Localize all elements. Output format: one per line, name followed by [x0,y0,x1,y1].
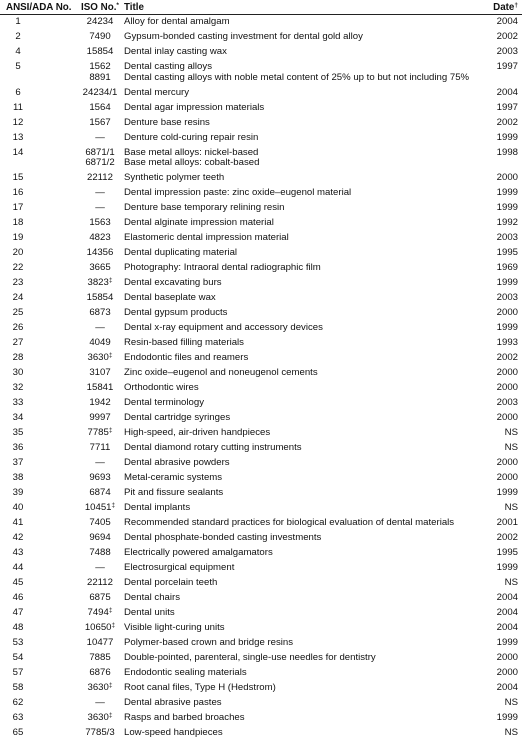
iso-footnote-mark: ‡ [108,682,113,689]
standard-date: 1997 [496,101,518,113]
standard-date: 2004 [496,86,518,98]
ansi-ada-number: 15 [12,172,24,183]
iso-number: 4049 [89,337,111,348]
iso-number: 3630‡ [87,352,113,363]
standard-title: Photography: Intraoral dental radiographic film [124,263,321,273]
ansi-ada-number: 14 [12,146,24,158]
iso-number: 3630‡ [87,682,113,693]
iso-number: — [95,187,105,198]
ansi-ada-number: 19 [12,232,24,243]
ansi-ada-number: 65 [12,727,24,738]
ansi-ada-number: 13 [12,131,24,143]
ansi-ada-number: 16 [12,187,24,198]
standard-date: 2001 [496,517,518,528]
standard-title: Resin-based filling materials [124,338,244,348]
standard-date: 2000 [496,457,518,468]
standard-date: 1992 [496,217,518,228]
table-row [0,293,522,304]
standard-title: Zinc oxide–eugenol and noneugenol cements [124,368,318,378]
standard-title: Dental x-ray equipment and accessory devices [124,323,323,333]
iso-number: — [95,457,105,468]
ansi-ada-number: 18 [12,217,24,228]
iso-number: 1564 [89,101,111,113]
standard-title: Base metal alloys: nickel-based Base metal alloys: cobalt-based [124,147,260,168]
iso-footnote-mark: ‡ [108,712,113,719]
iso-number: 7494‡ [87,607,113,618]
table-row [0,148,522,169]
iso-number: 4823 [89,232,111,243]
table-row [0,233,522,244]
ansi-ada-number: 58 [12,682,24,693]
iso-number: 22112 [87,172,113,183]
iso-number: 24234 [86,16,114,27]
standard-date: 1999 [496,187,518,198]
iso-number: 6871/1 6871/2 [85,146,115,168]
standard-date: 2004 [496,607,518,618]
ansi-ada-number: 2 [15,31,21,42]
standard-date: 2004 [496,682,518,693]
standard-title: Dental chairs [124,593,180,603]
iso-number: — [95,131,105,143]
standard-title: Recommended standard practices for biological evaluation of dental materials [124,518,455,528]
iso-number: 15854 [86,46,114,57]
iso-footnote-mark: ‡ [108,352,113,359]
ansi-ada-number: 39 [12,487,24,498]
table-row [0,503,522,514]
standard-date: 2004 [496,622,518,633]
iso-number: 1567 [89,116,111,128]
standard-title: Alloy for dental amalgam [124,17,230,27]
table-row [0,118,522,129]
standard-title: Dental alginate impression material [124,218,274,228]
table-row [0,458,522,469]
iso-number: 3665 [89,262,111,273]
table-row [0,473,522,484]
iso-footnote-mark: ‡ [108,607,113,614]
standard-date: 1999 [496,487,518,498]
standard-title: Electrosurgical equipment [124,563,235,573]
standard-title: Root canal files, Type H (Hedstrom) [124,683,276,693]
standard-date: NS [504,697,518,708]
table-row [0,32,522,43]
table-row [0,548,522,559]
ansi-ada-number: 32 [12,382,24,393]
ansi-ada-number: 38 [12,472,24,483]
ansi-ada-number: 17 [12,202,24,213]
standard-title: Dental gypsum products [124,308,228,318]
standard-date: 2000 [496,412,518,423]
table-row [0,563,522,574]
iso-number: 3823‡ [87,277,113,288]
header-title: Title [124,2,144,13]
standard-date: 1999 [496,202,518,213]
ansi-ada-number: 36 [12,442,24,453]
iso-number: 7488 [89,547,111,558]
ansi-ada-number: 4 [15,46,21,57]
table-row [0,578,522,589]
table-row [0,103,522,114]
standard-title: Dental abrasive pastes [124,698,222,708]
standard-date: 1997 [496,61,518,72]
ansi-ada-number: 41 [12,517,24,528]
table-row [0,398,522,409]
standard-title: Orthodontic wires [124,383,199,393]
standard-title: Denture base resins [124,117,210,128]
standard-title: High-speed, air-driven handpieces [124,428,271,438]
standard-date: 2003 [496,397,518,408]
iso-number: — [95,562,105,573]
iso-number: 7490 [89,31,111,42]
standard-title: Dental terminology [124,398,204,408]
standard-date: 2003 [496,292,518,303]
table-row [0,323,522,334]
table-row [0,728,522,739]
ansi-ada-number: 54 [12,652,24,663]
iso-number: 1563 [89,217,111,228]
ansi-ada-number: 53 [12,637,24,648]
ansi-ada-number: 46 [12,592,24,603]
standard-title: Dental agar impression materials [124,102,265,113]
standard-title: Synthetic polymer teeth [124,173,225,183]
iso-number: — [95,202,105,213]
table-row [0,443,522,454]
standard-date: 1999 [496,277,518,288]
iso-number: 10650‡ [84,622,116,633]
standard-title: Denture cold-curing repair resin [124,132,259,143]
ansi-ada-number: 22 [12,262,24,273]
table-row [0,698,522,709]
ansi-ada-number: 12 [12,116,24,128]
ansi-ada-number: 62 [12,697,24,708]
iso-footnote-mark: ‡ [108,427,113,434]
standard-title: Gypsum-bonded casting investment for dental gold alloy [124,32,363,42]
ansi-ada-number: 43 [12,547,24,558]
ansi-ada-number: 11 [13,101,23,113]
table-row [0,518,522,529]
table-row [0,368,522,379]
table-row [0,668,522,679]
standard-title: Electrically powered amalgamators [124,548,273,558]
table-row [0,623,522,634]
ansi-ada-number: 25 [12,307,24,318]
iso-number: 10477 [86,637,114,648]
ansi-ada-number: 44 [12,562,24,573]
iso-number: 14356 [86,247,114,258]
table-row [0,488,522,499]
iso-number: 15854 [86,292,114,303]
standard-title: Dental implants [124,503,191,513]
header-iso-no: ISO No.* [81,2,119,13]
standard-date: NS [504,577,518,588]
iso-number: 3107 [89,367,111,378]
iso-number: 9693 [89,472,111,483]
iso-number: 3630‡ [87,712,113,723]
table-row [0,88,522,99]
standard-title: Elastomeric dental impression material [124,233,289,243]
standard-date: 2000 [496,307,518,318]
standard-title: Visible light-curing units [124,623,225,633]
table-row [0,308,522,319]
ansi-ada-number: 34 [12,412,24,423]
ansi-ada-number: 26 [12,322,24,333]
iso-number: 1562 8891 [89,61,111,83]
ansi-ada-number: 27 [12,337,24,348]
table-row [0,653,522,664]
standard-date: 2003 [496,46,518,57]
standard-date: NS [504,442,518,453]
table-row [0,713,522,724]
table-row [0,17,522,28]
iso-number: 6876 [89,667,111,678]
table-row [0,218,522,229]
standard-title: Rasps and barbed broaches [124,713,245,723]
table-row [0,263,522,274]
iso-number: 6874 [89,487,111,498]
table-row [0,608,522,619]
standard-title: Dental impression paste: zinc oxide–eugenol material [124,188,352,198]
standard-date: 1999 [496,712,518,723]
ansi-ada-number: 40 [12,502,24,513]
ansi-ada-number: 63 [12,712,24,723]
ansi-ada-number: 6 [15,86,21,98]
iso-footnote-mark: ‡ [108,277,113,284]
standard-date: NS [504,727,518,738]
standard-date: 2000 [496,667,518,678]
standard-title: Dental mercury [124,87,190,98]
table-row [0,353,522,364]
standard-date: 2000 [496,652,518,663]
standard-title: Dental phosphate-bonded casting investments [124,533,322,543]
standard-title: Dental porcelain teeth [124,578,218,588]
standard-title: Dental casting alloys Dental casting alloys with noble metal content of 25% up to but not including 75% [124,62,470,83]
table-row [0,428,522,439]
standard-date: 2002 [496,532,518,543]
table-row [0,593,522,604]
iso-number: 7785/3 [85,727,115,738]
iso-number: 10451‡ [84,502,116,513]
ansi-ada-number: 20 [12,247,24,258]
ansi-ada-number: 42 [12,532,24,543]
standard-date: 1969 [496,262,518,273]
table-row [0,638,522,649]
table-row [0,278,522,289]
standard-title: Dental inlay casting wax [124,47,227,57]
standard-title: Polymer-based crown and bridge resins [124,638,294,648]
standard-title: Dental units [124,608,175,618]
header-date-footnote-mark: † [514,2,518,9]
iso-number: 9997 [89,412,111,423]
standard-title: Metal-ceramic systems [124,473,223,483]
iso-number: 7785‡ [87,427,113,438]
standard-date: 2000 [496,472,518,483]
ansi-ada-number: 35 [12,427,24,438]
iso-number: — [95,697,105,708]
ansi-ada-number: 47 [12,607,24,618]
standard-title: Dental baseplate wax [124,293,216,303]
standard-date: 1995 [496,247,518,258]
ansi-ada-number: 37 [12,457,24,468]
standard-date: 1995 [496,547,518,558]
table-row [0,62,522,83]
table-row [0,683,522,694]
ansi-ada-number: 5 [15,61,21,72]
iso-number: 1942 [89,397,111,408]
standard-date: 1998 [496,146,518,158]
standard-date: 2002 [496,31,518,42]
standard-title: Dental excavating burs [124,278,222,288]
standard-date: NS [504,427,518,438]
standard-title: Dental abrasive powders [124,458,230,468]
standard-date: 1999 [496,131,518,143]
ansi-ada-number: 33 [12,397,24,408]
standard-date: 1999 [496,322,518,333]
standard-date: 2004 [496,16,518,27]
iso-number: 6875 [89,592,111,603]
standard-date: 2000 [496,367,518,378]
table-row [0,383,522,394]
standard-title: Dental cartridge syringes [124,413,231,423]
table-row [0,248,522,259]
standard-title: Low-speed handpieces [124,728,223,738]
table-row [0,533,522,544]
iso-footnote-mark: ‡ [111,502,116,509]
table-row [0,133,522,144]
table-row [0,338,522,349]
header-iso-footnote-mark: * [116,2,119,9]
iso-number: 24234/1 [82,86,118,98]
ansi-ada-number: 57 [12,667,24,678]
standard-title: Endodontic files and reamers [124,353,249,363]
table-header [0,0,522,15]
standard-date: 2002 [496,116,518,128]
iso-number: 9694 [89,532,111,543]
header-date: Date† [493,2,518,13]
standard-date: NS [504,502,518,513]
standard-date: 1999 [496,562,518,573]
standard-title: Dental diamond rotary cutting instruments [124,443,302,453]
standard-date: 2000 [496,382,518,393]
iso-number: 7711 [89,442,111,453]
table-row [0,173,522,184]
header-ansi-ada-no: ANSI/ADA No. [6,2,72,13]
table-row [0,188,522,199]
iso-number: — [95,322,105,333]
ansi-ada-number: 45 [12,577,24,588]
standard-title: Endodontic sealing materials [124,668,247,678]
standard-date: 1999 [496,637,518,648]
iso-number: 7885 [89,652,111,663]
ansi-ada-number: 23 [12,277,24,288]
iso-number: 6873 [89,307,111,318]
standard-date: 1993 [496,337,518,348]
ansi-ada-number: 48 [12,622,24,633]
standard-title: Pit and fissure sealants [124,488,224,498]
ansi-ada-number: 24 [12,292,24,303]
iso-number: 15841 [86,382,114,393]
iso-number: 22112 [87,577,113,588]
ansi-ada-number: 30 [12,367,24,378]
standard-title: Dental duplicating material [124,248,238,258]
standard-date: 2003 [496,232,518,243]
iso-number: 7405 [89,517,111,528]
standard-date: 2000 [496,172,518,183]
table-row [0,203,522,214]
table-row [0,413,522,424]
standard-date: 2002 [496,352,518,363]
iso-footnote-mark: ‡ [111,622,116,629]
ansi-ada-number: 1 [15,16,21,27]
table-row [0,47,522,58]
standard-title: Denture base temporary relining resin [124,203,285,213]
ansi-ada-number: 28 [12,352,24,363]
standard-date: 2004 [496,592,518,603]
standard-title: Double-pointed, parenteral, single-use needles for dentistry [124,653,376,663]
